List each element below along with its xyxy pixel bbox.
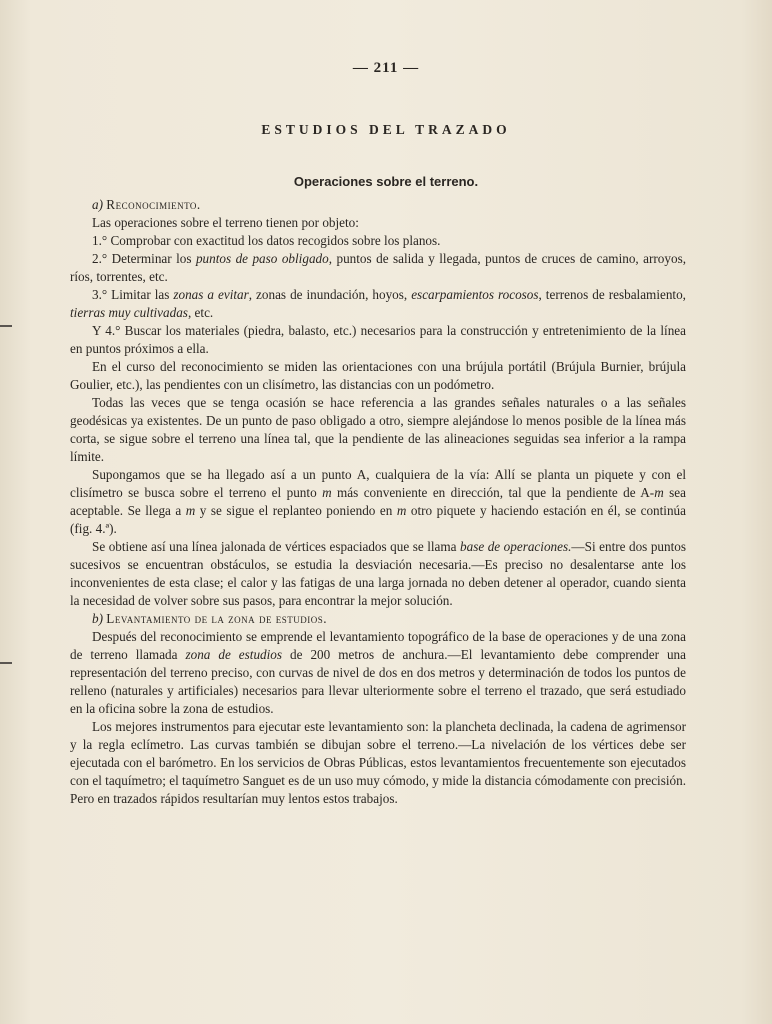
page-number: — 211 — — [352, 60, 420, 76]
paragraph: Las operaciones sobre el terreno tienen por objeto: — [92, 215, 359, 230]
section-title: Operaciones sobre el terreno. — [293, 174, 479, 189]
paragraph: 3.° Limitar las zonas a evitar, zonas de inundación, hoyos, escarpamientos rocosos, terrenos de resbalamiento, tierras muy cultivadas, etc. — [70, 287, 686, 320]
subsection-heading: Reconocimiento. — [106, 197, 201, 212]
subsection-a-heading — [70, 196, 686, 214]
margin-mark — [0, 662, 12, 664]
paragraph: Y 4.° Buscar los materiales (piedra, balasto, etc.) necesarios para la construcción y entretenimiento de la línea en puntos próximos a ella. — [70, 323, 686, 356]
item-letter: a) — [92, 197, 103, 212]
subsection-heading: Levantamiento de la zona de estudios. — [106, 611, 328, 626]
paragraph: Todas las veces que se tenga ocasión se hace referencia a las grandes señales naturales o a las señales geodésicas ya existentes. De un punto de paso obligado a otro, siempre alejándose lo menos posible de la línea más corta, se sigue sobre el terreno una línea tal, que la pendiente de las alineaciones seguidas sea inferior a la rampa límite. — [70, 395, 686, 464]
paragraph: Los mejores instrumentos para ejecutar este levantamiento son: la plancheta declinada, la cadena de agrimensor y la regla eclímetro. Las curvas también se dibujan sobre el terreno.—La nivelación de los vértices debe ser ejecutada con el barómetro. En los servicios de Obras Públicas, estos levantamientos frecuentemente son ejecutados con el taquímetro; el taquímetro Sanguet es de un uso muy cómodo, y mide la distancia cómodamente con precisión. Pero en trazados rápidos resultarían muy lentos estos trabajos. — [70, 719, 686, 806]
paragraph: Supongamos que se ha llegado así a un punto A, cualquiera de la vía: Allí se planta un piquete y con el clisímetro se busca sobre el terreno el punto m más conveniente en dirección, tal que la pendiente de A-m sea aceptable. Se llega a m y se sigue el replanteo poniendo en m otro piquete y haciendo estación en él, se continúa (fig. 4.ª). — [70, 467, 687, 536]
margin-mark — [0, 325, 12, 327]
paragraph: 2.° Determinar los puntos de paso obligado, puntos de salida y llegada, puntos de cruces de camino, arroyos, ríos, torrentes, etc. — [70, 251, 687, 284]
body-text — [70, 196, 686, 808]
paragraph: 1.° Comprobar con exactitud los datos recogidos sobre los planos. — [92, 233, 441, 248]
chapter-title: ESTUDIOS DEL TRAZADO — [261, 122, 511, 137]
paragraph: Después del reconocimiento se emprende el levantamiento topográfico de la base de operaciones y de una zona de terreno llamada zona de estudios de 200 metros de anchura.—El levantamiento debe comprender una representación del terreno preciso, con curvas de nivel de dos en dos metros y determinación de todos los puntos de relleno (naturales y artificiales) necesarios para llevar ulteriormente sobre el terreno el trazado, que será estudiado en la oficina sobre la zona de estudios. — [70, 629, 687, 716]
item-letter: b) — [92, 611, 103, 626]
paragraph: Se obtiene así una línea jalonada de vértices espaciados que se llama base de operaciones.—Si entre dos puntos sucesivos se encuentran obstáculos, se estudia la desviación necesaria.—Es preciso no desalentarse ante los inconvenientes de esta clase; el calor y las fatigas de una larga jornada no deben detener al operador, cuando sienta la necesidad de volver sobre sus pasos, para encontrar la mejor solución. — [70, 539, 686, 608]
subsection-b-heading — [70, 610, 686, 628]
paragraph: En el curso del reconocimiento se miden las orientaciones con una brújula portátil (Brújula Burnier, brújula Goulier, etc.), las pendientes con un clisímetro, las distancias con un podómetro. — [70, 359, 686, 392]
